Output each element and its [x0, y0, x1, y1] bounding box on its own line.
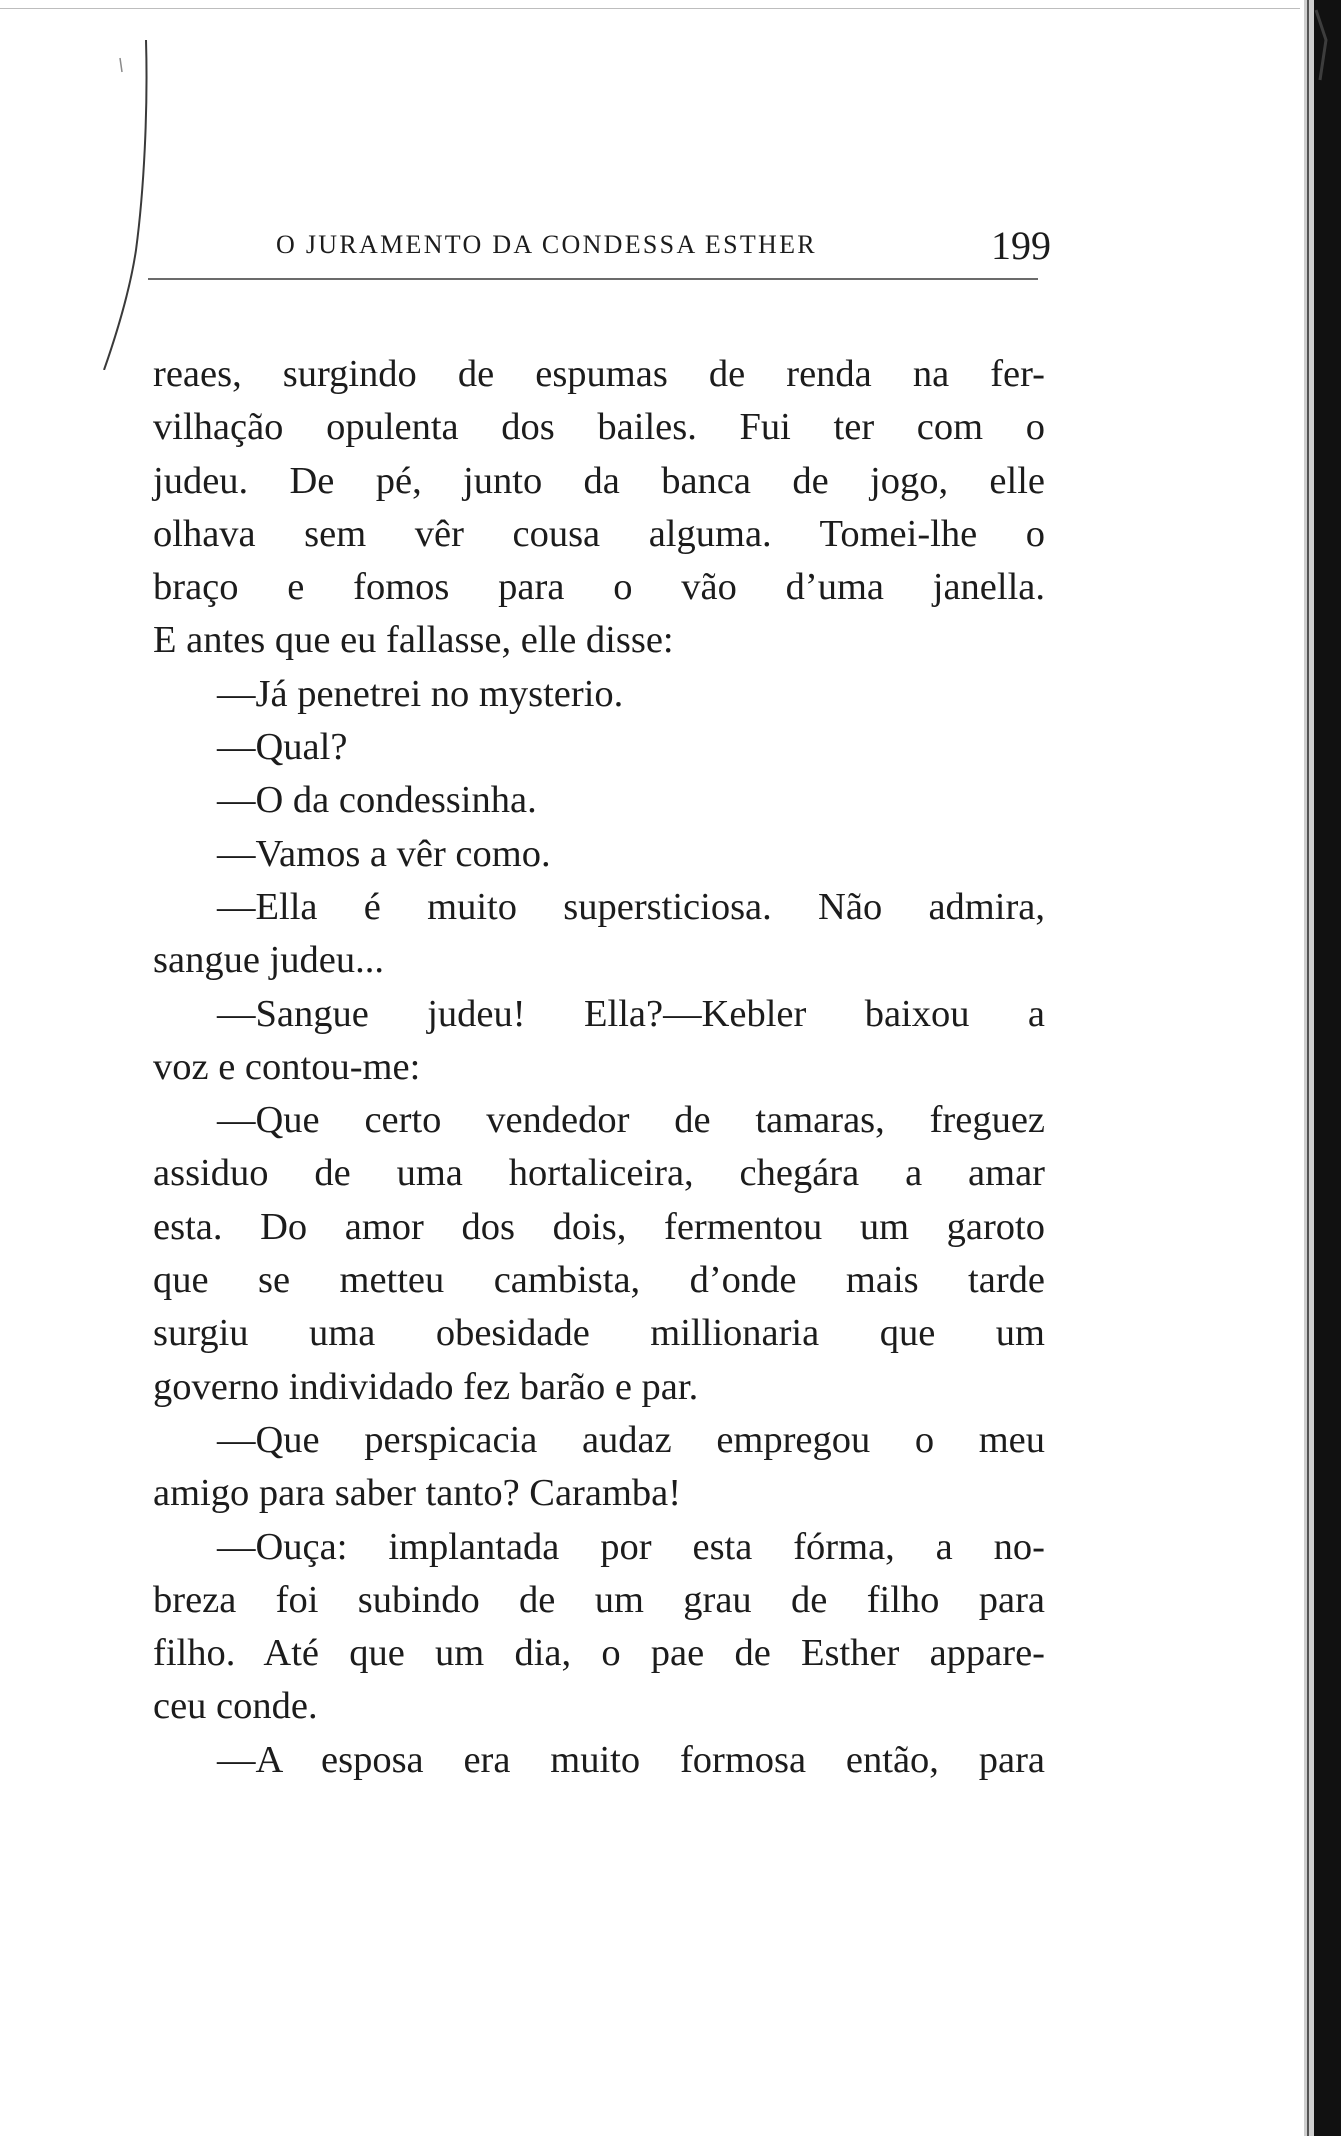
page-header: [276, 222, 1051, 272]
text-line: ceu conde.: [153, 1685, 318, 1728]
text-line: assiduo de uma hortaliceira, chegára a amar: [153, 1152, 1045, 1195]
text-line: —A esposa era muito formosa então, para: [217, 1738, 1045, 1781]
text-line: governo individado fez barão e par.: [153, 1365, 699, 1408]
text-line: —Qual?: [217, 726, 348, 769]
text-line: esta. Do amor dos dois, fermentou um garoto: [153, 1205, 1045, 1248]
text-line: amigo para saber tanto? Caramba!: [153, 1472, 682, 1515]
page-curl-mark: [96, 40, 156, 370]
text-line: judeu. De pé, junto da banca de jogo, elle: [153, 459, 1045, 502]
text-line: surgiu uma obesidade millionaria que um: [153, 1312, 1045, 1355]
text-line: —O da condessinha.: [217, 779, 537, 822]
text-line: olhava sem vêr cousa alguma. Tomei-lhe o: [153, 512, 1045, 555]
text-line: filho. Até que um dia, o pae de Esther appare-: [153, 1632, 1045, 1675]
page-top-edge: [0, 8, 1300, 9]
text-line: sangue judeu...: [153, 939, 384, 982]
text-line: voz e contou-me:: [153, 1045, 421, 1088]
text-line: braço e fomos para o vão d’uma janella.: [153, 566, 1045, 609]
text-line: —Vamos a vêr como.: [217, 832, 551, 875]
text-line: breza foi subindo de um grau de filho para: [153, 1578, 1045, 1621]
text-line: —Sangue judeu! Ella?—Kebler baixou a: [217, 992, 1045, 1035]
text-line: —Ouça: implantada por esta fórma, a no-: [217, 1525, 1045, 1568]
page-number: 199: [991, 223, 1051, 268]
body-text: [153, 348, 1045, 1787]
text-line: reaes, surgindo de espumas de renda na fer-: [153, 353, 1045, 395]
text-line: —Já penetrei no mysterio.: [217, 672, 624, 715]
text-line: que se metteu cambista, d’onde mais tarde: [153, 1259, 1045, 1302]
text-line: —Que certo vendedor de tamaras, freguez: [217, 1099, 1045, 1142]
running-title: O JURAMENTO DA CONDESSA ESTHER: [276, 230, 817, 259]
text-line: vilhação opulenta dos bailes. Fui ter com o: [153, 406, 1045, 449]
text-line: E antes que eu fallasse, elle disse:: [153, 619, 674, 662]
page-binding-edge: [1296, 0, 1341, 2136]
header-rule: [148, 278, 1038, 280]
text-line: —Que perspicacia audaz empregou o meu: [217, 1418, 1045, 1461]
text-line: —Ella é muito supersticiosa. Não admira,: [217, 885, 1045, 928]
